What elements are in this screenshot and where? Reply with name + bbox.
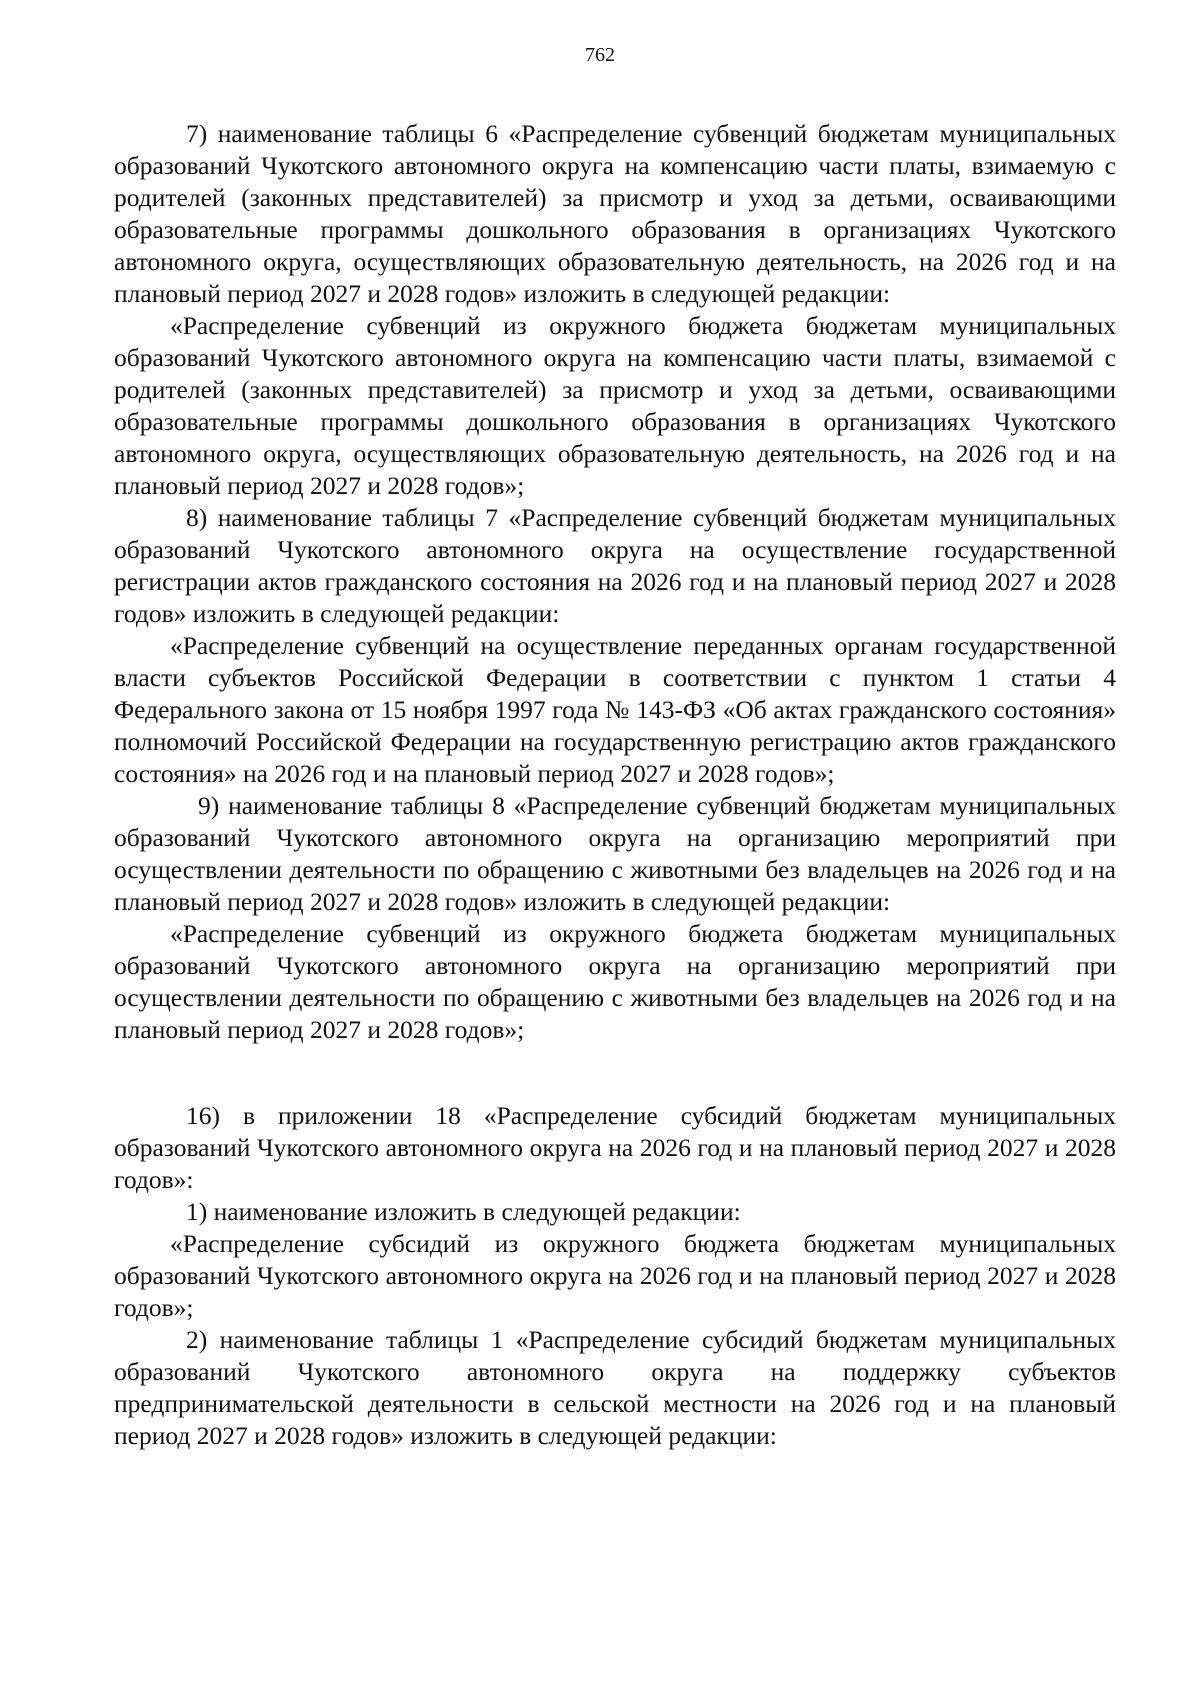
paragraph-quote-9: «Распределение субвенций из окружного бюджета бюджетам муниципальных образований Чукотского автономного округа на организацию мероприятий при осуществлении деятельности по обращению с животными без владельцев на 2026 год и на плановый период 2027 и 2028 годов»; [114, 919, 1116, 1044]
document-body [114, 118, 1116, 1452]
paragraph-subitem-2: 2) наименование таблицы 1 «Распределение субсидий бюджетам муниципальных образований Чукотского автономного округа на поддержку субъектов предпринимательской деятельности в сельской местности на 2026 год и на плановый период 2027 и 2028 годов» изложить в следующей редакции: [114, 1325, 1116, 1450]
paragraph-quote-subitem-1: «Распределение субсидий из окружного бюджета бюджетам муниципальных образований Чукотского автономного округа на 2026 год и на плановый период 2027 и 2028 годов»; [114, 1229, 1116, 1322]
paragraph-item-7: 7) наименование таблицы 6 «Распределение субвенций бюджетам муниципальных образований Чукотского автономного округа на компенсацию части платы, взимаемую с родителей (законных представителей) за присмотр и уход за детьми, осваивающими образовательные программы дошкольного образования в организациях Чукотского автономного округа, осуществляющих образовательную деятельность, на 2026 год и на плановый период 2027 и 2028 годов» изложить в следующей редакции: [114, 119, 1116, 308]
paragraph-item-16: 16) в приложении 18 «Распределение субсидий бюджетам муниципальных образований Чукотского автономного округа на 2026 год и на плановый период 2027 и 2028 годов»: [114, 1101, 1116, 1194]
paragraph-item-9: 9) наименование таблицы 8 «Распределение субвенций бюджетам муниципальных образований Чукотского автономного округа на организацию мероприятий при осуществлении деятельности по обращению с животными без владельцев на 2026 год и на плановый период 2027 и 2028 годов» изложить в следующей редакции: [114, 791, 1116, 916]
paragraph-quote-8: «Распределение субвенций на осуществление переданных органам государственной власти субъектов Российской Федерации в соответствии с пунктом 1 статьи 4 Федерального закона от 15 ноября 1997 года № 143-ФЗ «Об актах гражданского состояния» полномочий Российской Федерации на государственную регистрацию актов гражданского состояния» на 2026 год и на плановый период 2027 и 2028 годов»; [114, 631, 1116, 788]
paragraph-item-8: 8) наименование таблицы 7 «Распределение субвенций бюджетам муниципальных образований Чукотского автономного округа на осуществление государственной регистрации актов гражданского состояния на 2026 год и на плановый период 2027 и 2028 годов» изложить в следующей редакции: [114, 503, 1116, 628]
page-number: 762 [585, 44, 615, 66]
paragraph-quote-7: «Распределение субвенций из окружного бюджета бюджетам муниципальных образований Чукотского автономного округа на компенсацию части платы, взимаемой с родителей (законных представителей) за присмотр и уход за детьми, осваивающими образовательные программы дошкольного образования в организациях Чукотского автономного округа, осуществляющих образовательную деятельность, на 2026 год и на плановый период 2027 и 2028 годов»; [114, 311, 1116, 500]
paragraph-gap [114, 1046, 1116, 1100]
paragraph-subitem-1: 1) наименование изложить в следующей редакции: [186, 1197, 741, 1226]
